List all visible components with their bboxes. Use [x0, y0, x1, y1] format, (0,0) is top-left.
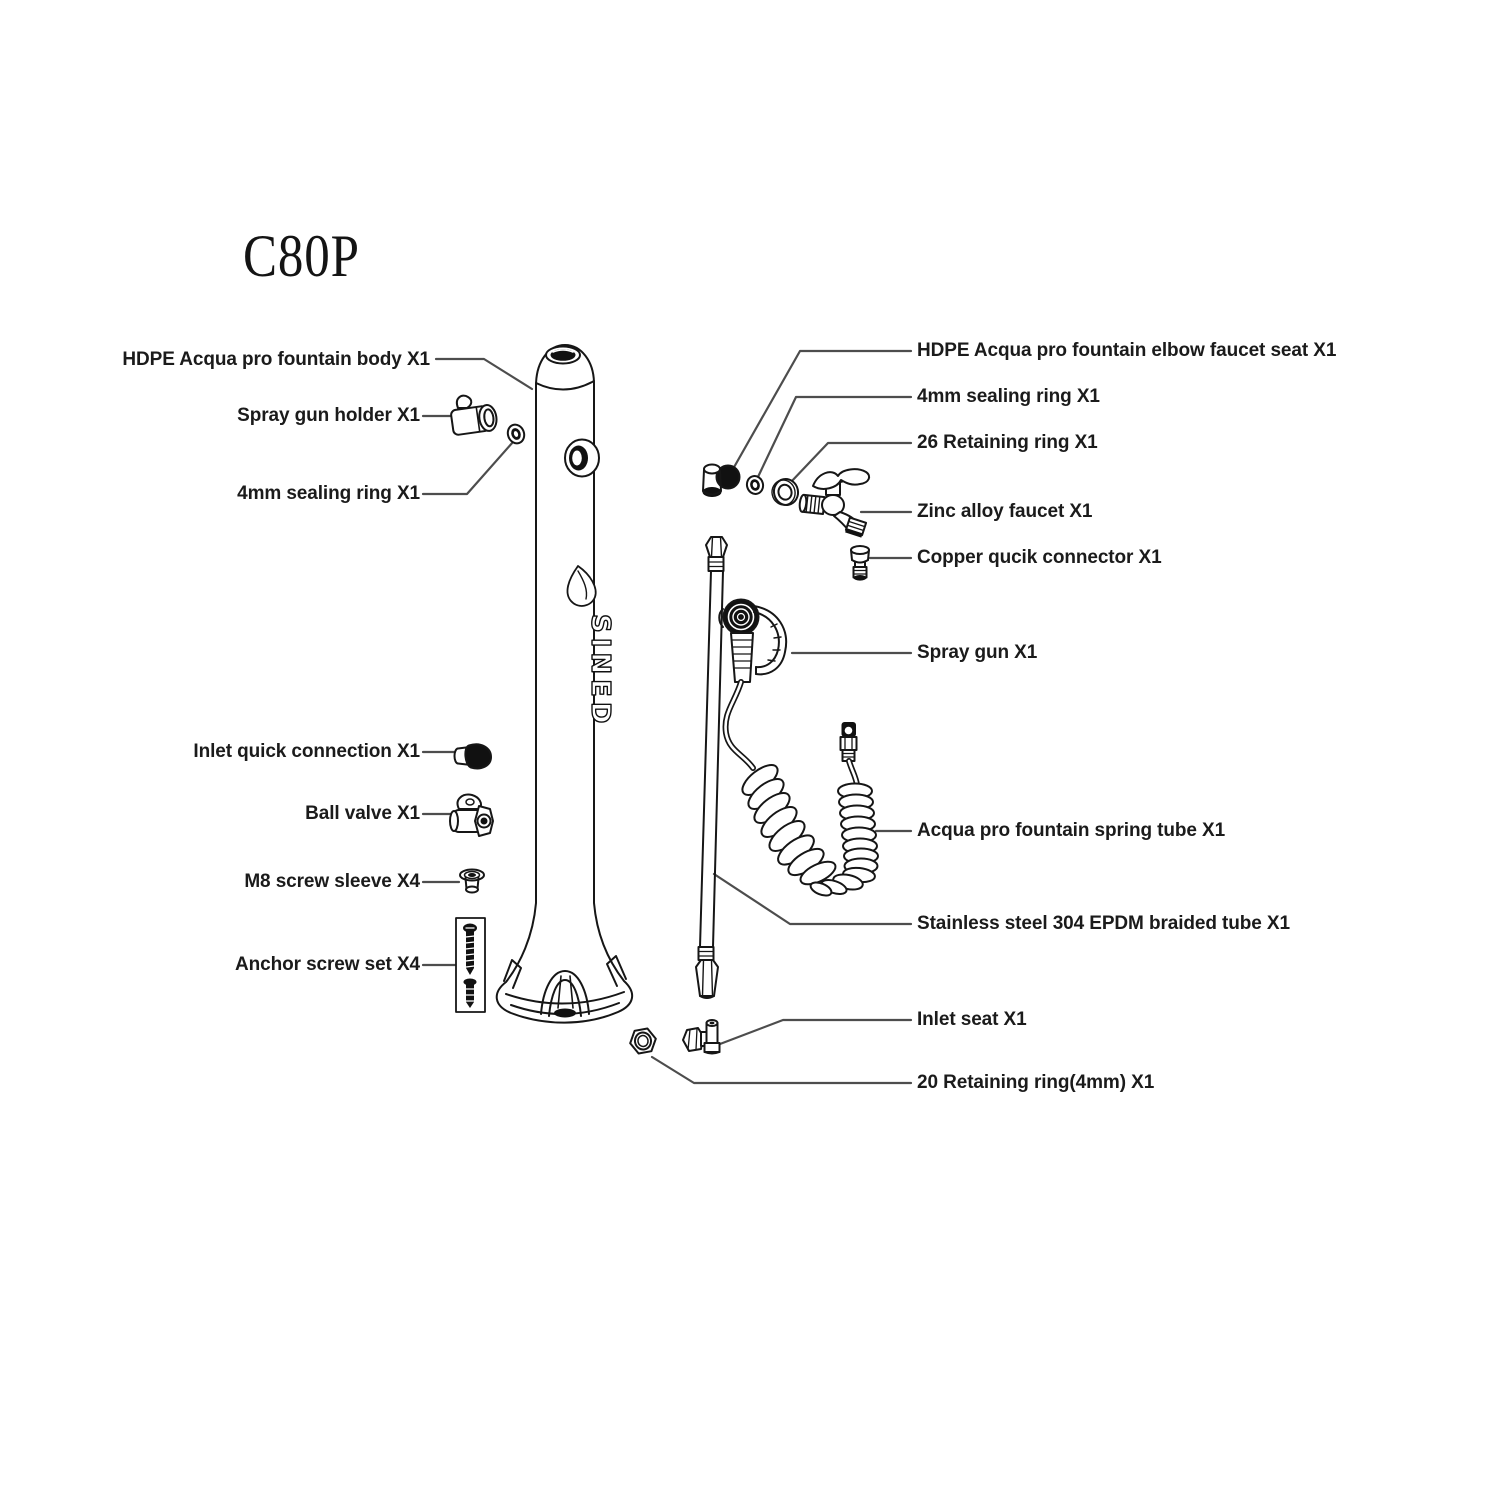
- body-logo-text: SINED: [585, 614, 615, 729]
- label-elbow-faucet-seat: HDPE Acqua pro fountain elbow faucet seat X1: [917, 340, 1337, 361]
- label-retaining-ring-26: 26 Retaining ring X1: [917, 432, 1098, 453]
- anchor-screw-set-drawing: [456, 918, 485, 1012]
- leader-lines: [423, 351, 911, 1083]
- label-inlet-quick-connection: Inlet quick connection X1: [193, 741, 420, 762]
- label-zinc-alloy-faucet: Zinc alloy faucet X1: [917, 501, 1093, 522]
- label-ball-valve: Ball valve X1: [305, 803, 420, 824]
- fountain-body-drawing: [497, 345, 632, 1023]
- label-spray-gun: Spray gun X1: [917, 642, 1038, 663]
- copper-quick-connector-drawing: [851, 546, 869, 581]
- ball-valve-drawing: [450, 795, 493, 836]
- sealing-ring-right-drawing: [745, 474, 765, 496]
- label-m8-screw-sleeve: M8 screw sleeve X4: [244, 871, 420, 892]
- label-copper-quick-connector: Copper qucik connector X1: [917, 547, 1162, 568]
- braided-tube-drawing: [696, 537, 727, 998]
- label-fountain-body: HDPE Acqua pro fountain body X1: [122, 349, 430, 370]
- spray-gun-drawing: [719, 600, 839, 889]
- label-sealing-ring-right: 4mm sealing ring X1: [917, 386, 1100, 407]
- label-sealing-ring-left: 4mm sealing ring X1: [237, 483, 420, 504]
- inlet-quick-connection-drawing: [455, 744, 492, 768]
- retaining-ring-26-drawing: [770, 477, 801, 508]
- label-anchor-screw-set: Anchor screw set X4: [234, 954, 420, 975]
- spray-gun-holder-drawing: [450, 396, 498, 436]
- elbow-faucet-seat-drawing: [703, 465, 740, 498]
- m8-screw-sleeve-drawing: [460, 870, 484, 893]
- inlet-seat-drawing: [683, 1020, 720, 1054]
- label-braided-tube: Stainless steel 304 EPDM braided tube X1: [917, 913, 1290, 934]
- sealing-ring-left-drawing: [505, 422, 527, 445]
- label-inlet-seat: Inlet seat X1: [917, 1009, 1027, 1030]
- label-spring-tube: Acqua pro fountain spring tube X1: [917, 820, 1226, 841]
- retaining-ring-20-drawing: [628, 1027, 658, 1054]
- label-spray-gun-holder: Spray gun holder X1: [237, 405, 420, 426]
- label-retaining-ring-20: 20 Retaining ring(4mm) X1: [917, 1072, 1155, 1093]
- model-title: C80P: [243, 223, 360, 289]
- zinc-alloy-faucet-drawing: [799, 469, 869, 537]
